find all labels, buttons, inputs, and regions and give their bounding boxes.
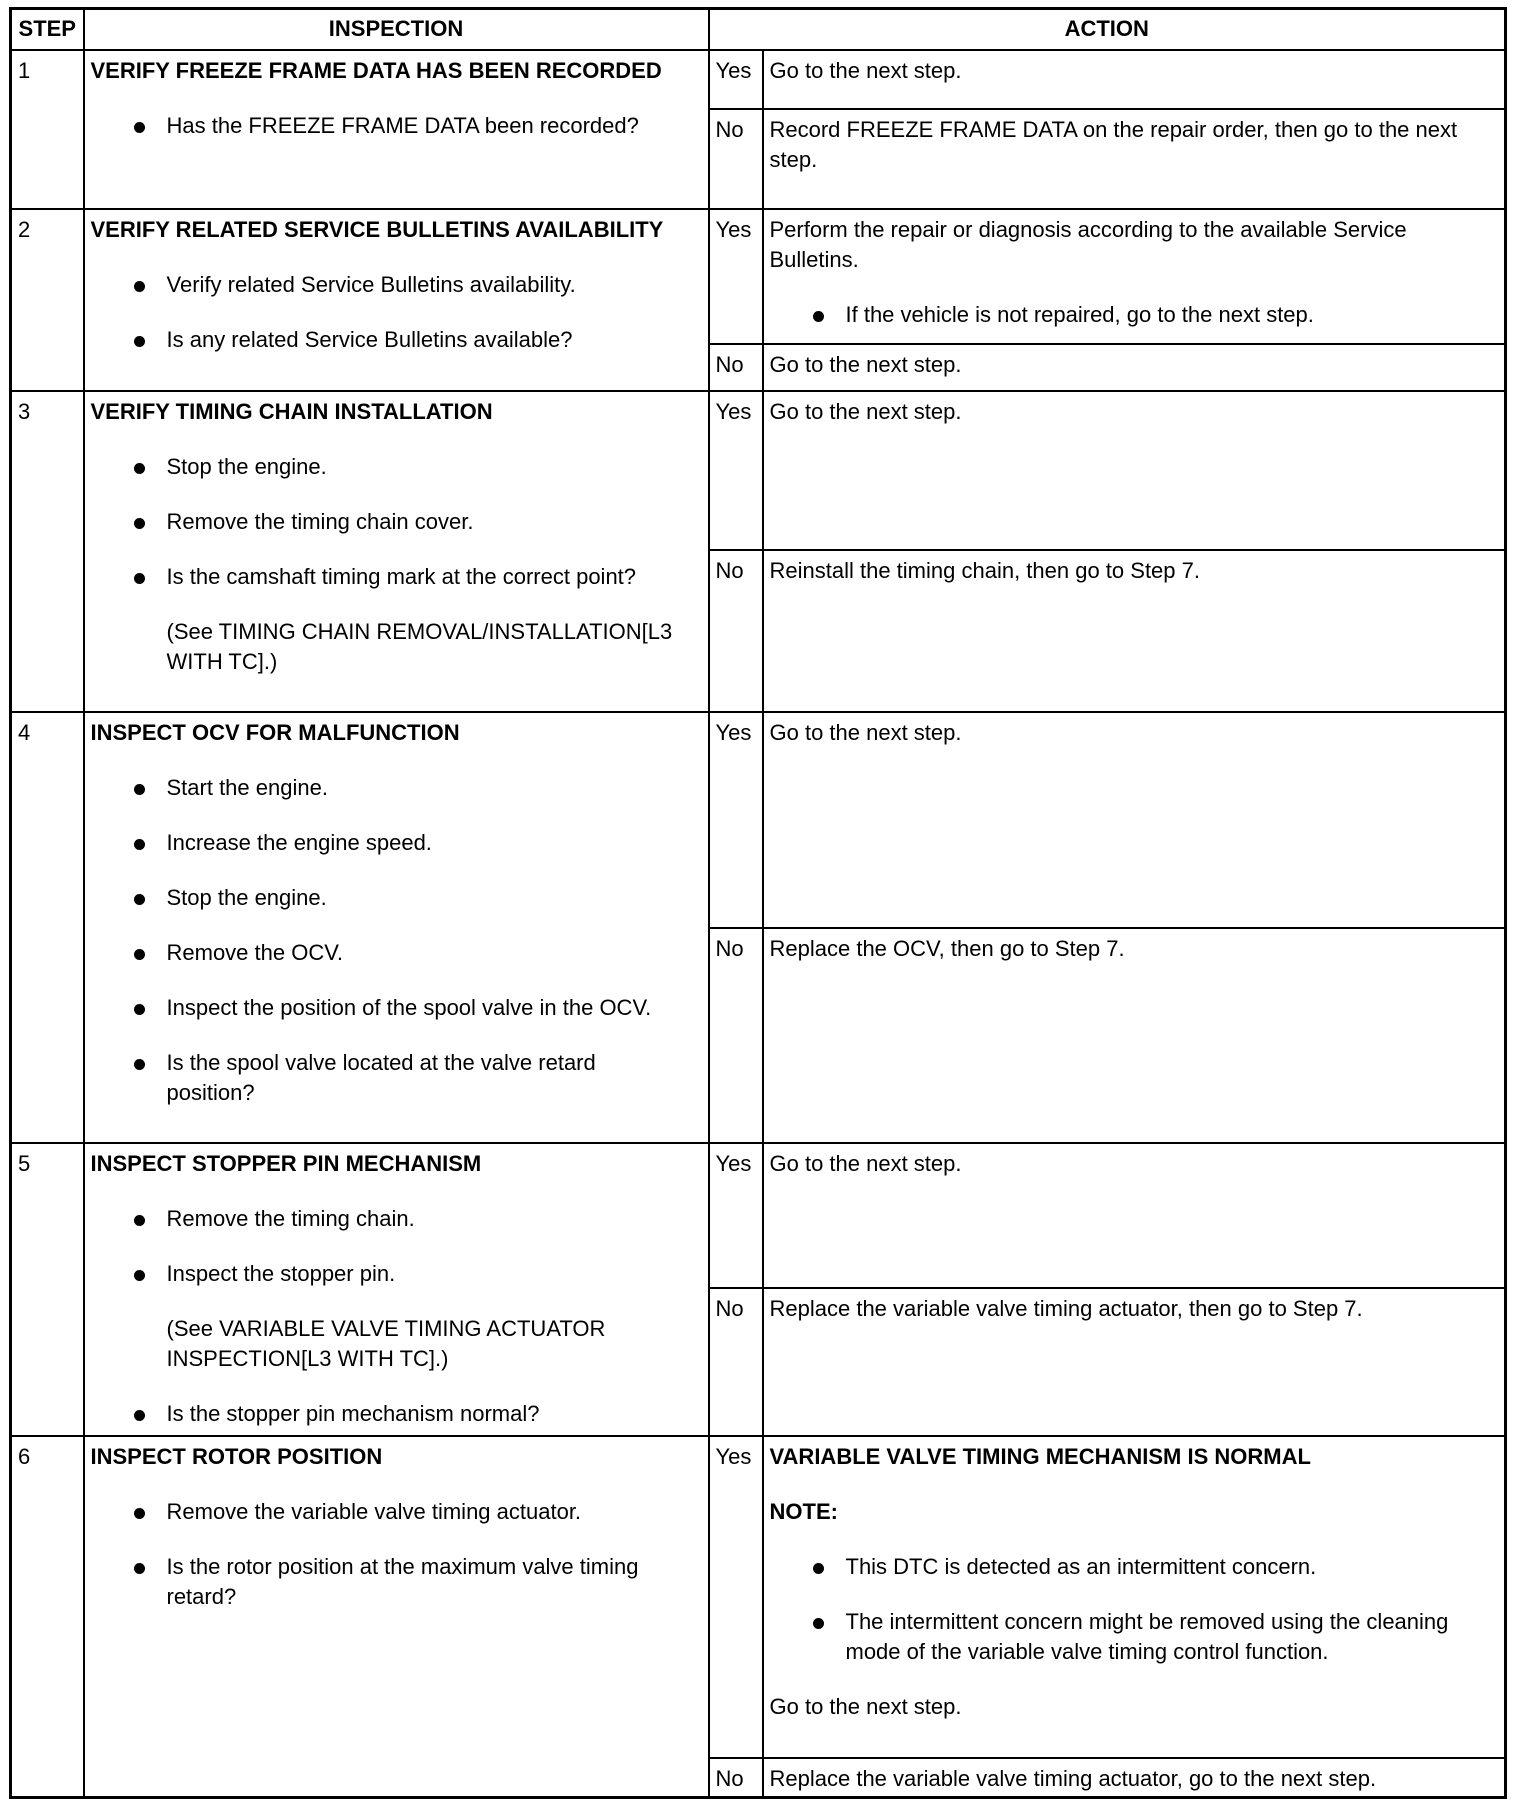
- note-heading: NOTE:: [769, 1498, 838, 1524]
- inspection-title: VERIFY TIMING CHAIN INSTALLATION: [90, 398, 493, 424]
- bullet-icon: [134, 518, 145, 529]
- diagnostic-procedure-table: [9, 7, 1507, 1799]
- inspection-item-text: Is the rotor position at the maximum valve timing retard?: [166, 1553, 639, 1609]
- bullet-icon: [134, 784, 145, 795]
- action-no-cell: [763, 550, 1506, 712]
- bullet-icon: [134, 1004, 145, 1015]
- step-row-4-yes: [11, 712, 1506, 928]
- inspection-title: VERIFY RELATED SERVICE BULLETINS AVAILABILITY: [90, 216, 664, 242]
- reference-note: (See TIMING CHAIN REMOVAL/INSTALLATION[L3 WITH TC].): [166, 618, 673, 674]
- inspection-item: [167, 1552, 700, 1612]
- action-no-cell: [763, 1758, 1506, 1798]
- inspection-title: INSPECT STOPPER PIN MECHANISM: [90, 1150, 482, 1176]
- bullet-icon: [134, 894, 145, 905]
- step-row-1-yes: [11, 50, 1506, 109]
- action-no-cell: [763, 109, 1506, 209]
- inspection-item: [167, 507, 700, 537]
- no-label: No: [709, 109, 763, 209]
- bullet-icon: [134, 122, 145, 133]
- inspection-item: [167, 111, 700, 141]
- inspection-item-text: Inspect the stopper pin.: [166, 1260, 396, 1286]
- action-yes-cell: [763, 50, 1506, 109]
- action-item: [846, 300, 1497, 330]
- inspection-item-text: Start the engine.: [166, 774, 328, 800]
- action-text: Go to the next step.: [769, 1150, 962, 1176]
- inspection-item: [167, 1204, 700, 1234]
- inspection-item-text: Is the camshaft timing mark at the correct point?: [166, 563, 637, 589]
- action-yes-cell: [763, 712, 1506, 928]
- action-yes-cell: [763, 391, 1506, 550]
- inspection-item-text: Remove the timing chain cover.: [166, 508, 474, 534]
- bullet-icon: [134, 1410, 145, 1421]
- step-number: 6: [11, 1436, 84, 1798]
- inspection-item-text: Increase the engine speed.: [166, 829, 432, 855]
- action-item: [846, 1607, 1497, 1667]
- step-row-6-yes: [11, 1436, 1506, 1758]
- inspection-item: [167, 325, 700, 355]
- inspection-item-text: Remove the OCV.: [166, 939, 343, 965]
- inspection-item-text: Verify related Service Bulletins availability.: [166, 271, 576, 297]
- bullet-icon: [134, 1563, 145, 1574]
- inspection-item: [167, 1259, 700, 1289]
- bullet-icon: [813, 1618, 824, 1629]
- bullet-icon: [813, 1563, 824, 1574]
- inspection-cell: [84, 1143, 709, 1436]
- yes-label: Yes: [709, 1143, 763, 1288]
- action-text: Go to the next step.: [769, 351, 962, 377]
- inspection-title: VERIFY FREEZE FRAME DATA HAS BEEN RECORDED: [90, 57, 662, 83]
- inspection-item: [167, 1497, 700, 1527]
- yes-label: Yes: [709, 50, 763, 109]
- header-inspection: INSPECTION: [84, 9, 709, 50]
- bullet-icon: [134, 463, 145, 474]
- step-number: 2: [11, 209, 84, 391]
- action-text: Replace the OCV, then go to Step 7.: [769, 935, 1125, 961]
- step-row-2-yes: [11, 209, 1506, 344]
- inspection-title: INSPECT OCV FOR MALFUNCTION: [90, 719, 460, 745]
- inspection-item-text: Is the spool valve located at the valve retard position?: [166, 1049, 596, 1105]
- action-no-cell: [763, 1288, 1506, 1436]
- step-row-3-yes: [11, 391, 1506, 550]
- action-text: Go to the next step.: [769, 1693, 962, 1719]
- inspection-item-text: Stop the engine.: [166, 884, 327, 910]
- inspection-item: [167, 562, 700, 592]
- action-text: Reinstall the timing chain, then go to Step 7.: [769, 557, 1200, 583]
- step-number: 5: [11, 1143, 84, 1436]
- no-label: No: [709, 928, 763, 1143]
- inspection-item: [167, 1048, 700, 1108]
- action-text: Go to the next step.: [769, 57, 962, 83]
- yes-label: Yes: [709, 1436, 763, 1758]
- header-action: ACTION: [709, 9, 1506, 50]
- inspection-item-text: Stop the engine.: [166, 453, 327, 479]
- action-item-text: This DTC is detected as an intermittent concern.: [845, 1553, 1317, 1579]
- inspection-cell: [84, 209, 709, 391]
- inspection-item: [167, 452, 700, 482]
- bullet-icon: [134, 336, 145, 347]
- inspection-cell: [84, 391, 709, 712]
- action-yes-cell: [763, 1436, 1506, 1758]
- no-label: No: [709, 1288, 763, 1436]
- result-heading: VARIABLE VALVE TIMING MECHANISM IS NORMAL: [769, 1443, 1311, 1469]
- action-text: Replace the variable valve timing actuator, go to the next step.: [769, 1765, 1377, 1791]
- action-text: Go to the next step.: [769, 719, 962, 745]
- bullet-icon: [134, 573, 145, 584]
- inspection-cell: [84, 712, 709, 1143]
- action-item: [846, 1552, 1497, 1582]
- inspection-item-text: Remove the timing chain.: [166, 1205, 415, 1231]
- yes-label: Yes: [709, 391, 763, 550]
- header-row: [11, 9, 1506, 50]
- step-number: 1: [11, 50, 84, 209]
- action-item-text: If the vehicle is not repaired, go to the next step.: [845, 301, 1314, 327]
- action-no-cell: [763, 344, 1506, 391]
- yes-label: Yes: [709, 712, 763, 928]
- reference-note: (See VARIABLE VALVE TIMING ACTUATOR INSPECTION[L3 WITH TC].): [166, 1315, 606, 1371]
- inspection-item-text: Inspect the position of the spool valve in the OCV.: [166, 994, 652, 1020]
- inspection-cell: [84, 50, 709, 209]
- inspection-item: [167, 993, 700, 1023]
- no-label: No: [709, 344, 763, 391]
- inspection-item-text: Is any related Service Bulletins available?: [166, 326, 573, 352]
- action-yes-cell: [763, 209, 1506, 344]
- inspection-item: [167, 938, 700, 968]
- bullet-icon: [134, 949, 145, 960]
- inspection-item-text: Has the FREEZE FRAME DATA been recorded?: [166, 112, 639, 138]
- no-label: No: [709, 1758, 763, 1798]
- header-step: STEP: [11, 9, 84, 50]
- inspection-item-text: Remove the variable valve timing actuator.: [166, 1498, 582, 1524]
- inspection-item-text: Is the stopper pin mechanism normal?: [166, 1400, 540, 1426]
- action-text: Record FREEZE FRAME DATA on the repair order, then go to the next step.: [769, 116, 1458, 172]
- inspection-title: INSPECT ROTOR POSITION: [90, 1443, 383, 1469]
- action-yes-cell: [763, 1143, 1506, 1288]
- action-no-cell: [763, 928, 1506, 1143]
- inspection-cell: [84, 1436, 709, 1798]
- step-number: 3: [11, 391, 84, 712]
- bullet-icon: [134, 839, 145, 850]
- inspection-item: [167, 270, 700, 300]
- action-text: Replace the variable valve timing actuator, then go to Step 7.: [769, 1295, 1363, 1321]
- inspection-item: [167, 1399, 700, 1429]
- inspection-item: [167, 828, 700, 858]
- bullet-icon: [134, 281, 145, 292]
- step-row-5-yes: [11, 1143, 1506, 1288]
- bullet-icon: [134, 1270, 145, 1281]
- action-text: Perform the repair or diagnosis according to the available Service Bulletins.: [769, 216, 1407, 272]
- inspection-item: [167, 773, 700, 803]
- no-label: No: [709, 550, 763, 712]
- inspection-item: [167, 883, 700, 913]
- bullet-icon: [134, 1059, 145, 1070]
- action-item-text: The intermittent concern might be removed using the cleaning mode of the variable valve timing control function.: [845, 1608, 1449, 1664]
- bullet-icon: [134, 1215, 145, 1226]
- action-text: Go to the next step.: [769, 398, 962, 424]
- yes-label: Yes: [709, 209, 763, 344]
- bullet-icon: [134, 1508, 145, 1519]
- bullet-icon: [813, 311, 824, 322]
- step-number: 4: [11, 712, 84, 1143]
